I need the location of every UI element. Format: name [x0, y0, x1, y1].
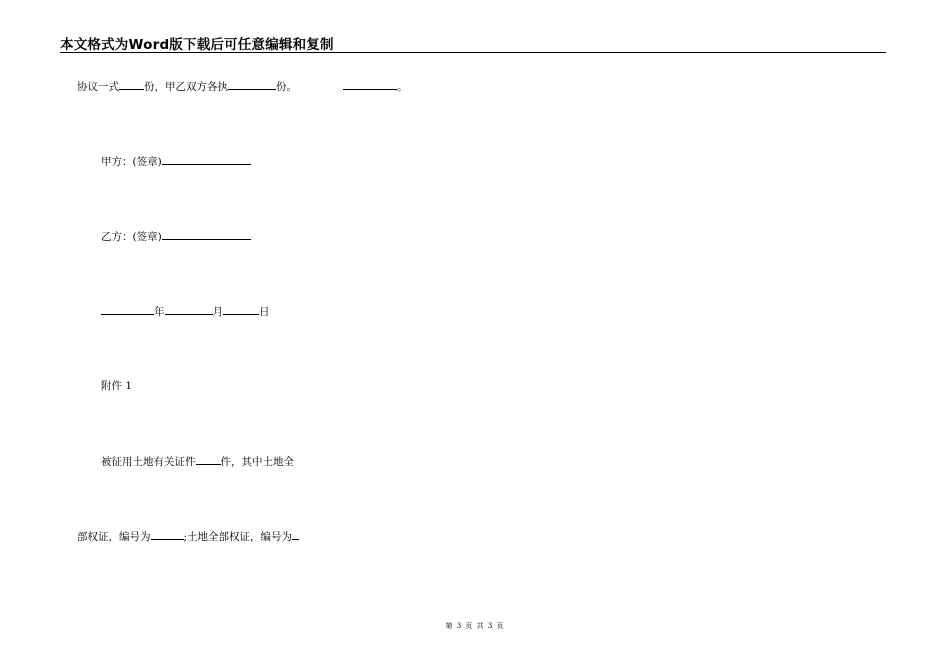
- date-line: [101, 304, 270, 319]
- party-a-signature-line: [101, 154, 251, 169]
- land-cert-count-blank: [196, 454, 221, 465]
- day-label: 日: [259, 306, 270, 318]
- year-label: 年: [154, 306, 165, 318]
- year-blank: [101, 304, 154, 315]
- party-b-signature-blank: [162, 229, 251, 240]
- copies-each-blank: [228, 79, 276, 90]
- party-b-label: 乙方：(签章): [101, 231, 162, 243]
- copies-text-4: 。: [397, 81, 408, 93]
- trailing-blank: [343, 79, 397, 90]
- attachment-label: 附件 1: [101, 380, 133, 392]
- party-a-signature-blank: [162, 154, 251, 165]
- cert-number-blank-2: [292, 529, 299, 540]
- day-blank: [223, 304, 259, 315]
- page-footer: 第 3 页 共 3 页: [445, 622, 505, 630]
- month-label: 月: [212, 306, 223, 318]
- header-divider: [60, 52, 886, 53]
- month-blank: [165, 304, 213, 315]
- header-title: 本文格式为Word版下载后可任意编辑和复制: [60, 37, 334, 53]
- land-cert-text-4: ;土地全部权证，编号为: [183, 531, 293, 543]
- party-a-label: 甲方：(签章): [101, 156, 162, 168]
- land-cert-text-2: 件，其中土地全: [220, 456, 294, 468]
- attachment-heading: [101, 379, 132, 393]
- land-cert-text-1: 被征用土地有关证件: [101, 456, 196, 468]
- copies-text-3: 份。: [276, 81, 297, 93]
- land-cert-text-3: 部权证，编号为: [77, 531, 151, 543]
- copies-text-2: 份，甲乙双方各执: [144, 81, 228, 93]
- copies-line: [77, 79, 408, 94]
- cert-number-blank-1: [151, 529, 184, 540]
- land-cert-line-1: [101, 454, 294, 469]
- copies-text-1: 协议一式: [77, 81, 119, 93]
- party-b-signature-line: [101, 229, 251, 244]
- copies-count-blank: [119, 79, 144, 90]
- land-cert-line-2: [77, 529, 299, 544]
